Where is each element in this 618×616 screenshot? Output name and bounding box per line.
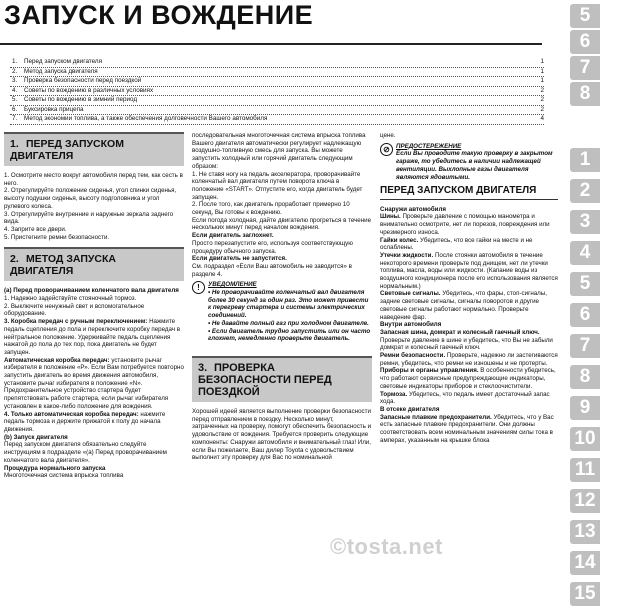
warning-icon: ⊘: [380, 143, 393, 156]
gauges-text: В особенности убедитесь, что работают сервисные предупреждающие индикаторы, световые индикаторы приборов и стеклоочистители.: [380, 367, 556, 390]
toc-text: Буксировка прицепа: [24, 105, 84, 113]
column-2: [192, 132, 372, 462]
subsection-b: (b) Запуск двигателя: [4, 433, 68, 441]
section-1-number: 1.: [10, 138, 19, 150]
section-3-title: ПРОВЕРКА БЕЗОПАСНОСТИ ПЕРЕД ПОЕЗДКОЙ: [198, 361, 332, 398]
lights-label: Световые сигналы.: [380, 290, 441, 298]
toc-page: 1: [540, 67, 544, 75]
column-1: [4, 132, 184, 480]
brakes-item: [380, 391, 558, 406]
column-3: [380, 132, 558, 445]
engine-heading: В отсеке двигателя: [380, 406, 440, 413]
section-1-item: 3. Отрегулируйте внутренние и наружные зеркала заднего вида.: [4, 210, 174, 226]
chapter-tab[interactable]: 1: [570, 148, 600, 172]
gauges-item: [380, 367, 558, 390]
subsection-b-text: Перед запуском двигателя обязательно следуйте инструкциям в подразделе «(а) Перед проворачиванием коленчатого вала двигателя».: [4, 441, 167, 464]
toc-row: [10, 96, 544, 106]
step-4: [4, 411, 184, 434]
chapter-tab[interactable]: 6: [570, 303, 600, 327]
section-2-title: МЕТОД ЗАПУСКА ДВИГАТЕЛЯ: [10, 253, 117, 278]
toc-row: [10, 115, 544, 125]
title-divider: [0, 43, 542, 45]
auto-text: установите рычаг избирателя в положение «Р». Если Вам потребуется повторно запустить двигатель во время движения автомобиля, установите рычаг избирателя в положение «N». Предохранительное устройство стартера будет препятствовать работе стартера, если рычаг избирателя установлен в какое-либо положение для вождения.: [4, 356, 184, 410]
table-of-contents: [10, 58, 544, 125]
normal-start-text: Многоточечная система впрыска топлива: [4, 472, 124, 480]
step-3-label: 3. Коробка передач с ручным переключением:: [4, 318, 148, 326]
chapter-tab[interactable]: 6: [570, 30, 600, 54]
toc-number: 3.: [12, 77, 18, 84]
section-1-title: ПЕРЕД ЗАПУСКОМ ДВИГАТЕЛЯ: [10, 138, 124, 162]
no-start-text: См. подраздел «Если Ваш автомобиль не заводится» в разделе 4.: [192, 262, 352, 278]
section-1-items: [4, 172, 184, 241]
toc-page: 4: [540, 115, 544, 122]
warning-box: [380, 143, 558, 182]
notice-icon: !: [192, 281, 205, 294]
section-1-header: [4, 132, 184, 166]
stall-heading: Если двигатель заглохнет.: [192, 232, 274, 240]
cold-weather-text: Если погода холодная, дайте двигателю прогреться в течение нескольких минут перед началом вождения.: [192, 216, 372, 232]
spare-label: Запасная шина, домкрат и колесный гаечный ключ.: [380, 328, 540, 336]
start-step-1: 1. Не ставя ногу на педаль акселератора, проворачивайте коленчатый вал двигателя путем поворота ключа в положение «START». Отпустите его, когда двигатель будет запущен.: [192, 170, 363, 201]
leak-item: [380, 252, 558, 291]
step-3: [4, 318, 184, 357]
toc-number: 6.: [12, 105, 18, 113]
toc-row: [10, 106, 544, 116]
pre-start-heading: ПЕРЕД ЗАПУСКОМ ДВИГАТЕЛЯ: [380, 185, 558, 200]
belts-text: Проверьте, надежно ли застегиваются ремни, убедитесь, что ремни не изношены и не протерты.: [380, 352, 558, 367]
spare-item: [380, 329, 558, 352]
leak-text: После стоянки автомобиля в течение некоторого времени проверьте под днищем, нет ли утечки топлива, масла, воды или жидкости. (Капание воды из воздушного кондиционера после его использования является нормальным.): [380, 251, 558, 290]
tires-item: [380, 213, 558, 236]
warning-title: ПРЕДОСТЕРЕЖЕНИЕ: [396, 142, 462, 150]
belts-item: [380, 352, 558, 367]
toc-page: 2: [540, 86, 544, 94]
nuts-label: Гайки колес.: [380, 236, 419, 244]
section-1-item: 1. Осмотрите место вокруг автомобиля перед тем, как сесть в него.: [4, 172, 183, 187]
chapter-tab[interactable]: 10: [570, 427, 600, 451]
watermark: ©tosta.net: [330, 534, 443, 559]
nuts-item: [380, 237, 558, 252]
section-2-number: 2.: [10, 253, 19, 266]
brakes-text: Убедитесь, что педаль имеет достаточный запас хода.: [380, 390, 550, 406]
chapter-tab[interactable]: 5: [570, 272, 600, 296]
lights-text: Убедитесь, что фары, стоп-сигналы, задние световые сигналы, сигналы поворотов и другие световые сигналы работают нормально. Проверьте наведение фар.: [380, 290, 547, 321]
chapter-tab[interactable]: 13: [570, 520, 600, 544]
fuses-item: [380, 414, 558, 445]
step-4-label: 4. Только автоматическая коробка передач:: [4, 410, 139, 418]
toc-text: Советы по вождению в зимний период: [24, 96, 138, 103]
toc-page: 1: [540, 77, 544, 84]
section-3-header: [192, 356, 372, 402]
chapter-tab[interactable]: 8: [570, 82, 600, 106]
auto-transmission: [4, 357, 184, 411]
normal-start-heading: Процедура нормального запуска: [4, 464, 106, 472]
section-1-item: 5. Пристегните ремни безопасности.: [4, 233, 110, 241]
notice-item-1: • Не проворачивайте коленчатый вал двигателя более 30 секунд за один раз. Это может привести к перегреву стартера и системы электрических соединений.: [208, 289, 369, 320]
step-2: 2. Выключите ненужный свет и вспомогательное оборудование.: [4, 302, 145, 318]
notice-box: [192, 281, 372, 343]
toc-number: 7.: [12, 115, 18, 122]
tires-label: Шины.: [380, 213, 401, 221]
toc-text: Проверка безопасности перед поездкой: [24, 77, 142, 84]
chapter-tab[interactable]: 8: [570, 365, 600, 389]
chapter-tab[interactable]: 15: [570, 582, 600, 606]
toc-number: 5.: [12, 96, 18, 103]
chapter-tab[interactable]: 7: [570, 334, 600, 358]
nuts-text: Убедитесь, что все гайки на месте и не ослаблены.: [380, 236, 533, 252]
inside-heading: Внутри автомобиля: [380, 321, 442, 329]
section-2-header: [4, 247, 184, 281]
toc-row: [10, 58, 544, 68]
no-start-heading: Если двигатель не запустится.: [192, 255, 287, 263]
toc-text: Перед запуском двигателя: [24, 58, 102, 65]
notice-item-3: • Если двигатель трудно запустить или он часто глохнет, немедленно проверьте двигатель.: [208, 327, 371, 343]
fuses-label: Запасные плавкие предохранители.: [380, 413, 492, 421]
toc-text: Советы по вождению в различных условиях: [24, 86, 154, 94]
start-step-2: 2. После того, как двигатель проработает примерно 10 секунд, Вы готовы к вождению.: [192, 201, 350, 217]
auto-label: Автоматическая коробка передач:: [4, 356, 110, 364]
toc-row: [10, 68, 544, 78]
spare-text: Проверьте давление в шине и убедитесь, что Вы не забыли домкрат и колесный гаечный ключ.: [380, 336, 553, 352]
chapter-tab[interactable]: 7: [570, 56, 600, 80]
tires-text: Проверьте давление с помощью манометра и внимательно осмотрите, нет ли порезов, повреждения или чрезмерного износа.: [380, 213, 550, 236]
chapter-tab[interactable]: 3: [570, 210, 600, 234]
gauges-label: Приборы и органы управления.: [380, 367, 479, 375]
section-1-item: 4. Заприте все двери.: [4, 225, 67, 233]
outside-heading: Снаружи автомобиля: [380, 205, 447, 213]
chapter-tab[interactable]: 9: [570, 396, 600, 420]
section-3-number: 3.: [198, 361, 208, 374]
leak-label: Утечки жидкости.: [380, 251, 434, 259]
step-4-text: нажмите педаль тормоза и держите прижатой к полу до начала движения.: [4, 410, 166, 433]
toc-page: 1: [540, 58, 544, 65]
brakes-label: Тормоза.: [380, 390, 408, 398]
notice-title: УВЕДОМЛЕНИЕ: [208, 281, 257, 289]
lights-item: [380, 290, 558, 321]
toc-text: Метод запуска двигателя: [24, 67, 98, 75]
fuses-text: Убедитесь, что у Вас есть запасные плавкие предохранители. Они должны соответствовать всем номинальным значениям силы тока в амперах, указанным на крышке блока: [380, 413, 554, 444]
notice-item-2: • Не давайте полный газ при холодном двигателе.: [208, 319, 369, 327]
step-1: 1. Надежно задействуйте стояночный тормоз.: [4, 295, 137, 303]
stall-text: Просто перезапустите его, используя соответствующую процедуру обычного запуска.: [192, 239, 353, 255]
chapter-tab[interactable]: 5: [570, 4, 600, 28]
toc-number: 4.: [12, 86, 18, 94]
toc-row: [10, 77, 544, 87]
toc-number: 2.: [12, 67, 18, 75]
toc-page: 2: [540, 96, 544, 103]
mpi-text: последовательная многоточечная система впрыска топлива Вашего двигателя автоматически регулирует надлежащую воздушно-топливную смесь для запуска. Вы можете запустить холодный или горячий двигатель следующим образом:: [192, 132, 366, 170]
chapter-tab[interactable]: 12: [570, 489, 600, 513]
chapter-tab[interactable]: 4: [570, 241, 600, 265]
subsection-a: (а) Перед проворачиванием коленчатого вала двигателя: [4, 287, 179, 295]
belts-label: Ремни безопасности.: [380, 352, 446, 360]
warning-text: Если Вы проводите такую проверку в закрытом гараже, то убедитесь в наличии надлежащей вентиляции. Выхлопные газы двигателя являются ядовитыми.: [396, 150, 553, 181]
page-title: ЗАПУСК И ВОЖДЕНИЕ: [4, 0, 314, 30]
chapter-tab[interactable]: 14: [570, 551, 600, 575]
toc-number: 1.: [12, 58, 18, 65]
warning-cont: цене.: [380, 132, 396, 139]
toc-page: 2: [540, 105, 544, 113]
chapter-tab[interactable]: 11: [570, 458, 600, 482]
section-3-text: Хорошей идеей является выполнение проверки безопасности перед отправлением в поездку. Несколько минут, затраченных на проверку, помогут обеспечить безопасность и удовольствие от вождения. Требуется проверить следующие компоненты: Снаружи автомобиля и внимательный глаз! Или, если Вы пожелаете, Ваш дилер Toyota с удовольствием выполнит эту проверку для Вас по номинальной: [192, 407, 372, 462]
toc-text: Метод экономии топлива, а также обеспечения долговечности Вашего автомобиля: [24, 115, 268, 122]
section-1-item: 2. Отрегулируйте положение сиденья, угол спинки сиденья, высоту подушки сиденья, высоту подголовника и угол рулевого колеса.: [4, 187, 177, 210]
toc-row: [10, 87, 544, 97]
chapter-tab[interactable]: 2: [570, 179, 600, 203]
step-3-text: Нажмите педаль сцепления до пола и переключите коробку передач в нейтральное положение. Удерживайте педаль сцепления нажатой до пола до тех пор, пока двигатель не будет запущен.: [4, 318, 181, 356]
